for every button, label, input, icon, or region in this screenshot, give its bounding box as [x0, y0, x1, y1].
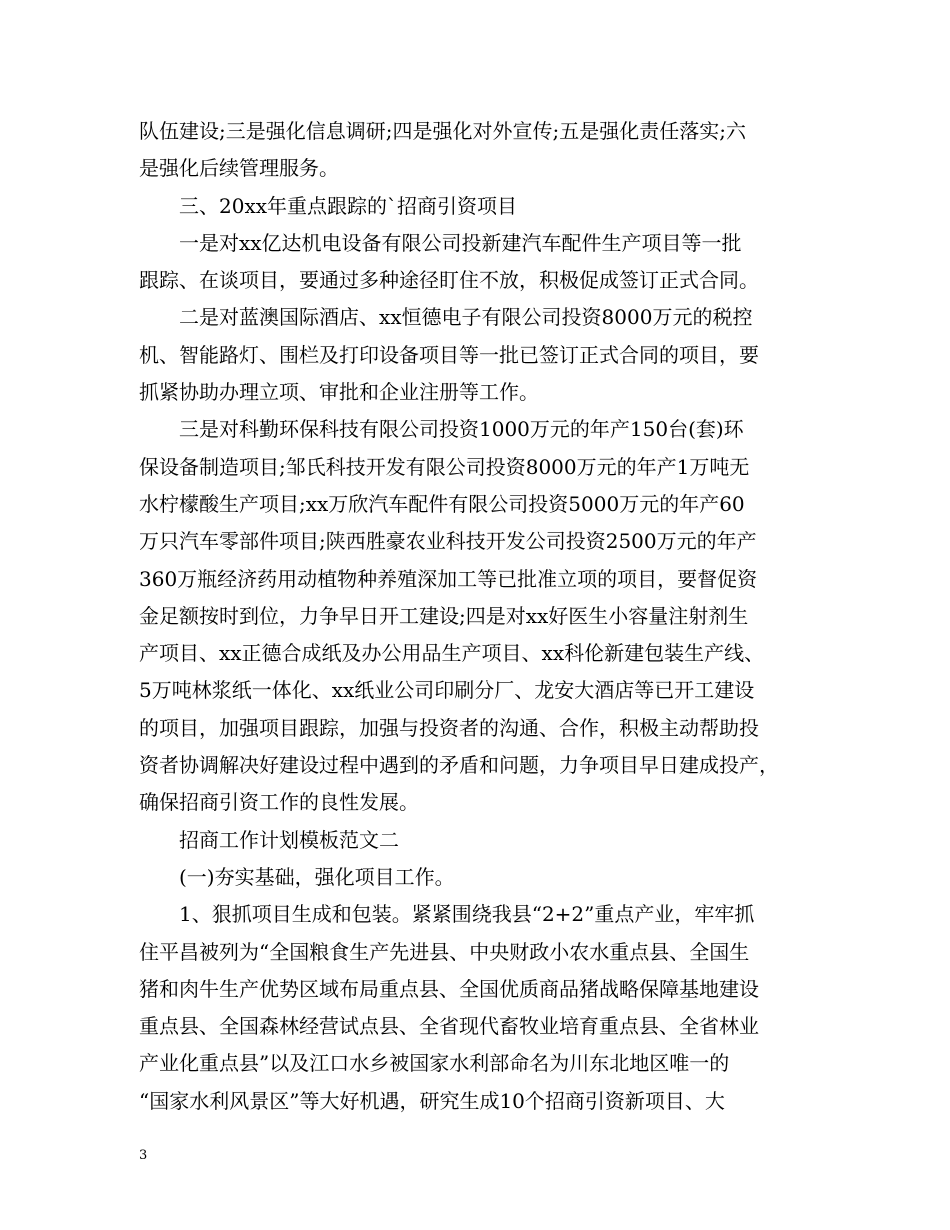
text-line: 产业化重点县”以及江口水乡被国家水利部命名为川东北地区唯一的	[139, 1051, 730, 1076]
section-heading: 招商工作计划模板范文二	[139, 827, 399, 852]
text-line: 1、狠抓项目生成和包装。紧紧围绕我县“2+2”重点产业，牢牢抓	[139, 902, 755, 927]
page-number: 3	[139, 1148, 148, 1163]
text-line: 猪和肉牛生产优势区域布局重点县、全国优质商品猪战略保障基地建设	[139, 976, 759, 1001]
text-line: 抓紧协助办理立项、审批和企业注册等工作。	[139, 380, 539, 405]
text-line: 金足额按时到位，力争早日开工建设;四是对xx好医生小容量注射剂生	[139, 603, 749, 628]
text-line: 确保招商引资工作的良性发展。	[139, 790, 419, 815]
text-line: 是强化后续管理服务。	[139, 156, 339, 181]
text-line: 保设备制造项目;邹氏科技开发有限公司投资8000万元的年产1万吨无	[139, 454, 750, 479]
subsection-heading: (一)夯实基础，强化项目工作。	[139, 864, 455, 889]
text-line: 重点县、全国森林经营试点县、全省现代畜牧业培育重点县、全省林业	[139, 1014, 759, 1039]
text-line: 机、智能路灯、围栏及打印设备项目等一批已签订正式合同的项目，要	[139, 342, 759, 367]
document-body	[139, 113, 811, 1120]
text-line: “国家水利风景区”等大好机遇，研究生成10个招商引资新项目、大	[139, 1088, 725, 1113]
text-line: 二是对蓝澳国际酒店、xx恒德电子有限公司投资8000万元的税控	[139, 305, 753, 330]
text-line: 水柠檬酸生产项目;xx万欣汽车配件有限公司投资5000万元的年产60	[139, 491, 745, 516]
text-line: 资者协调解决好建设过程中遇到的矛盾和问题，力争项目早日建成投产，	[139, 753, 779, 778]
text-line: 的项目，加强项目跟踪，加强与投资者的沟通、合作，积极主动帮助投	[139, 715, 759, 740]
text-line: 万只汽车零部件项目;陕西胜豪农业科技开发公司投资2500万元的年产	[139, 529, 757, 554]
text-line: 跟踪、在谈项目，要通过多种途径盯住不放，积极促成签订正式合同。	[139, 268, 759, 293]
text-line: 360万瓶经济药用动植物种养殖深加工等已批准立项的项目，要督促资	[139, 566, 758, 591]
text-line: 三是对科勤环保科技有限公司投资1000万元的年产150台(套)环	[139, 417, 744, 442]
section-heading: 三、20xx年重点跟踪的`招商引资项目	[139, 193, 518, 218]
text-line: 产项目、xx正德合成纸及办公用品生产项目、xx科伦新建包装生产线、	[139, 641, 765, 666]
text-line: 5万吨林浆纸一体化、xx纸业公司印刷分厂、龙安大酒店等已开工建设	[139, 678, 755, 703]
text-line: 队伍建设;三是强化信息调研;四是强化对外宣传;五是强化责任落实;六	[139, 119, 746, 143]
text-line: 住平昌被列为“全国粮食生产先进县、中央财政小农水重点县、全国生	[139, 939, 750, 964]
text-line: 一是对xx亿达机电设备有限公司投新建汽车配件生产项目等一批	[139, 230, 742, 255]
